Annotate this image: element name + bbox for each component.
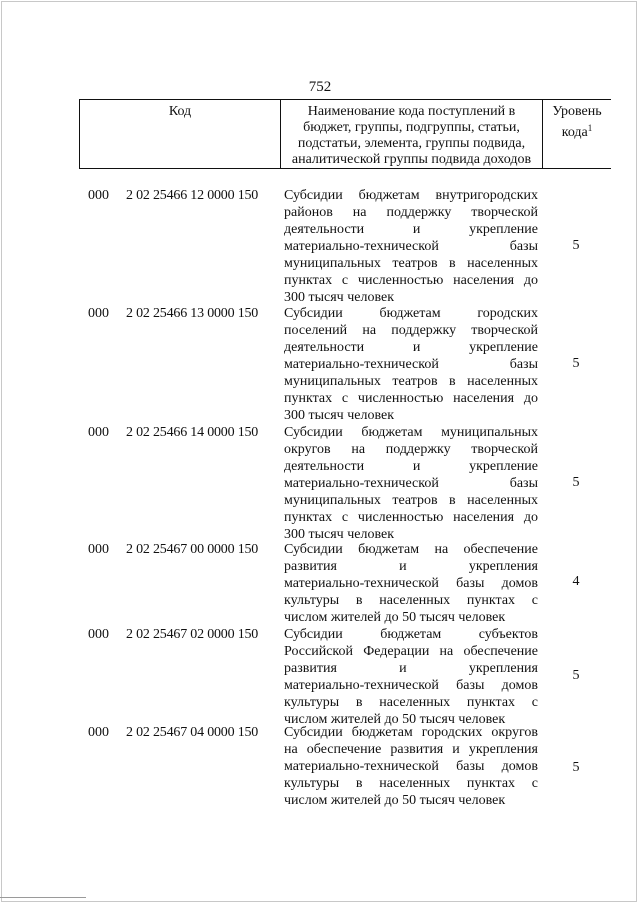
row-name — [284, 305, 538, 424]
row-code: 2 02 25466 14 0000 150 — [126, 425, 259, 440]
row-code: 2 02 25467 00 0000 150 — [126, 542, 259, 557]
row-name-line: пунктах с численностью населения до — [284, 273, 538, 288]
row-code: 2 02 25466 12 0000 150 — [126, 188, 259, 203]
row-name-line: Субсидии бюджетам субъектов — [284, 627, 538, 642]
header-name-line: подстатьи, элемента, группы подвида, — [297, 136, 526, 151]
row-name-line: развития и укрепления — [284, 559, 538, 574]
row-code-prefix: 000 — [88, 188, 109, 203]
row-name-line: материально-технической базы домов — [284, 576, 538, 591]
page-number: 752 — [308, 79, 332, 95]
row-name-line: деятельности и укрепление — [284, 459, 538, 474]
row-level: 5 — [572, 668, 580, 683]
row-name-line: округов на поддержку творческой — [284, 442, 538, 457]
row-name-line: Субсидии бюджетам городских округов — [284, 725, 538, 740]
row-name — [284, 424, 538, 543]
row-name-line: числом жителей до 50 тысяч человек — [284, 712, 506, 727]
row-name-line: районов на поддержку творческой — [284, 205, 538, 220]
row-code-prefix: 000 — [88, 725, 109, 740]
row-name-line: числом жителей до 50 тысяч человек — [284, 610, 506, 625]
row-name-line: материально-технической базы — [284, 239, 538, 254]
row-level: 5 — [572, 475, 580, 490]
row-name-line: материально-технической базы домов — [284, 759, 538, 774]
row-name-line: пунктах с численностью населения до — [284, 391, 538, 406]
row-name-line: 300 тысяч человек — [284, 290, 395, 305]
header-name-line: бюджет, группы, подгруппы, статьи, — [303, 120, 520, 135]
row-name-line: пунктах с численностью населения до — [284, 510, 538, 525]
row-name-line: культуры в населенных пунктах с — [284, 695, 538, 710]
row-name — [284, 187, 538, 306]
header-level-line: Уровень — [552, 104, 602, 119]
row-code-prefix: 000 — [88, 627, 109, 642]
row-name-line: 300 тысяч человек — [284, 408, 395, 423]
row-code: 2 02 25466 13 0000 150 — [126, 306, 259, 321]
row-level: 5 — [572, 356, 580, 371]
row-name-line: Субсидии бюджетам городских — [284, 306, 538, 321]
row-name — [284, 541, 538, 626]
row-code: 2 02 25467 02 0000 150 — [126, 627, 259, 642]
row-name-line: Субсидии бюджетам муниципальных — [284, 425, 538, 440]
row-code: 2 02 25467 04 0000 150 — [126, 725, 259, 740]
header-level-label: кода — [561, 125, 588, 140]
row-level: 5 — [572, 760, 580, 775]
row-name-line: культуры в населенных пунктах с — [284, 593, 538, 608]
row-name — [284, 626, 538, 728]
row-code-prefix: 000 — [88, 425, 109, 440]
row-name-line: Субсидии бюджетам на обеспечение — [284, 542, 538, 557]
row-name-line: муниципальных театров в населенных — [284, 374, 538, 389]
row-name-line: на обеспечение развития и укрепления — [284, 742, 538, 757]
row-name — [284, 724, 538, 809]
row-name-line: муниципальных театров в населенных — [284, 256, 538, 271]
row-name-line: материально-технической базы — [284, 476, 538, 491]
row-level: 4 — [572, 574, 580, 589]
row-name-line: материально-технической базы — [284, 357, 538, 372]
row-name-line: Российской Федерации на обеспечение — [284, 644, 538, 659]
row-name-line: деятельности и укрепление — [284, 340, 538, 355]
row-name-line: деятельности и укрепление — [284, 222, 538, 237]
row-name-line: материально-технической базы домов — [284, 678, 538, 693]
row-name-line: Субсидии бюджетам внутригородских — [284, 188, 538, 203]
row-code-prefix: 000 — [88, 542, 109, 557]
row-name-line: числом жителей до 50 тысяч человек — [284, 793, 506, 808]
header-name-line: аналитической группы подвида доходов — [291, 152, 532, 167]
row-name-line: муниципальных театров в населенных — [284, 493, 538, 508]
row-name-line: культуры в населенных пунктах с — [284, 776, 538, 791]
row-name-line: развития и укрепления — [284, 661, 538, 676]
footnote-divider — [0, 897, 86, 898]
row-code-prefix: 000 — [88, 306, 109, 321]
row-name-line: 300 тысяч человек — [284, 527, 395, 542]
header-code-label: Код — [168, 104, 192, 119]
header-level-footnote: 1 — [587, 123, 593, 133]
header-name-line: Наименование кода поступлений в — [307, 104, 516, 119]
row-name-line: поселений на поддержку творческой — [284, 323, 538, 338]
row-level: 5 — [572, 238, 580, 253]
